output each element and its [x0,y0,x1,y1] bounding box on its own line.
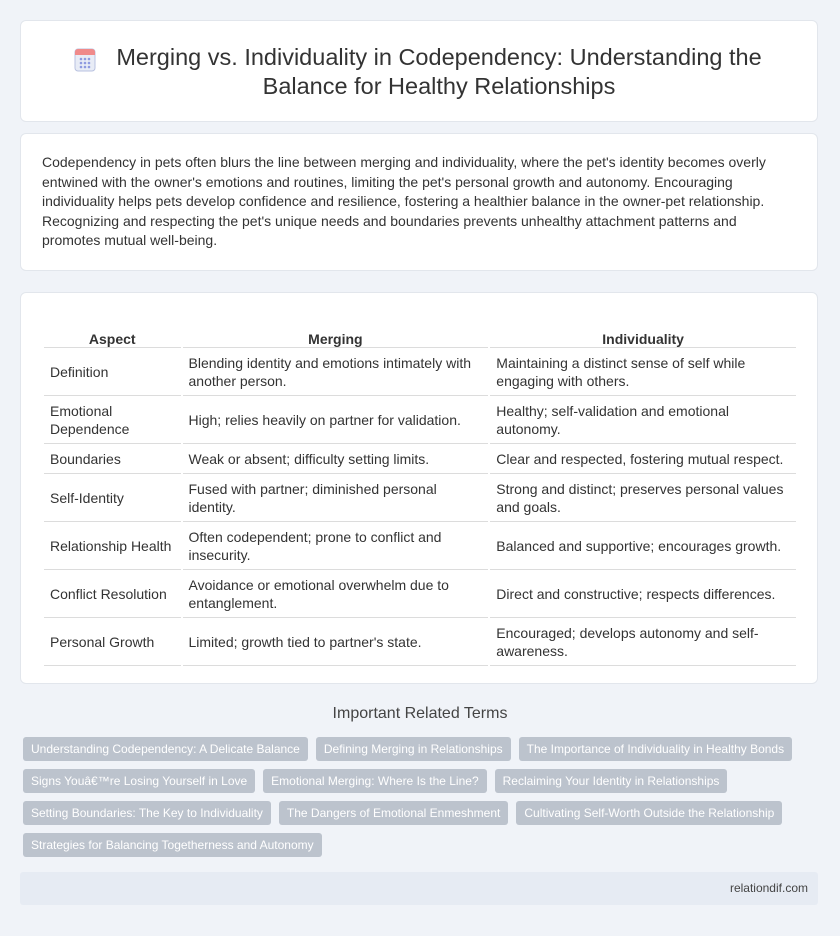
header-merging: Merging [183,313,489,348]
cell-merging: Avoidance or emotional overwhelm due to entanglement. [183,570,489,618]
cell-merging: Fused with partner; diminished personal identity. [183,474,489,522]
related-term-tag[interactable]: Strategies for Balancing Togetherness and Autonomy [23,833,322,857]
cell-individuality: Direct and constructive; respects differences. [490,570,796,618]
cell-aspect: Self-Identity [44,474,181,522]
footer [20,872,818,905]
related-term-tag[interactable]: Reclaiming Your Identity in Relationships [495,769,728,793]
cell-individuality: Strong and distinct; preserves personal values and goals. [490,474,796,522]
cell-merging: Limited; growth tied to partner's state. [183,618,489,666]
table-row [44,444,796,474]
cell-aspect: Conflict Resolution [44,570,181,618]
cell-individuality: Maintaining a distinct sense of self while engaging with others. [490,348,796,396]
cell-merging: High; relies heavily on partner for validation. [183,396,489,444]
table-row [44,474,796,522]
table-row [44,348,796,396]
cell-aspect: Definition [44,348,181,396]
table-header-row [44,313,796,348]
cell-merging: Weak or absent; difficulty setting limits. [183,444,489,474]
comparison-table [42,313,798,666]
footer-site-link[interactable]: relationdif.com [729,881,808,895]
cell-individuality: Balanced and supportive; encourages growth. [490,522,796,570]
intro-text: Codependency in pets often blurs the line between merging and individuality, where the pet's identity becomes overly entwined with the owner's emotions and routines, limiting the pet's personal growth and autonomy. Encouraging individuality helps pets develop confidence and resilience, fostering a healthier balance in the owner-pet relationship. Recognizing and respecting the pet's unique needs and boundaries prevents unhealthy attachment patterns and promotes mutual well-being. [42,154,766,248]
related-terms-list [23,737,803,857]
related-terms-title: Important Related Terms [332,705,508,722]
intro-card [20,133,818,271]
comparison-table-card [20,292,818,684]
cell-individuality: Healthy; self-validation and emotional autonomy. [490,396,796,444]
cell-aspect: Boundaries [44,444,181,474]
related-term-tag[interactable]: Understanding Codependency: A Delicate Balance [23,737,308,761]
table-row [44,396,796,444]
table-row [44,618,796,666]
related-term-tag[interactable]: Setting Boundaries: The Key to Individuality [23,801,271,825]
cell-individuality: Clear and respected, fostering mutual respect. [490,444,796,474]
cell-individuality: Encouraged; develops autonomy and self-awareness. [490,618,796,666]
table-row [44,522,796,570]
cell-merging: Blending identity and emotions intimately with another person. [183,348,489,396]
related-term-tag[interactable]: The Importance of Individuality in Healthy Bonds [519,737,792,761]
related-term-tag[interactable]: Cultivating Self-Worth Outside the Relationship [516,801,782,825]
cell-merging: Often codependent; prone to conflict and insecurity. [183,522,489,570]
related-term-tag[interactable]: Defining Merging in Relationships [316,737,511,761]
cell-aspect: Relationship Health [44,522,181,570]
related-term-tag[interactable]: Emotional Merging: Where Is the Line? [263,769,486,793]
table-row [44,570,796,618]
header-aspect: Aspect [44,313,181,348]
header-individuality: Individuality [490,313,796,348]
cell-aspect: Emotional Dependence [44,396,181,444]
related-term-tag[interactable]: Signs Youâ€™re Losing Yourself in Love [23,769,255,793]
page-title: Merging vs. Individuality in Codependency: Understanding the Balance for Healthy Relationships [116,44,762,99]
related-term-tag[interactable]: The Dangers of Emotional Enmeshment [279,801,508,825]
header-card [20,20,818,122]
cell-aspect: Personal Growth [44,618,181,666]
